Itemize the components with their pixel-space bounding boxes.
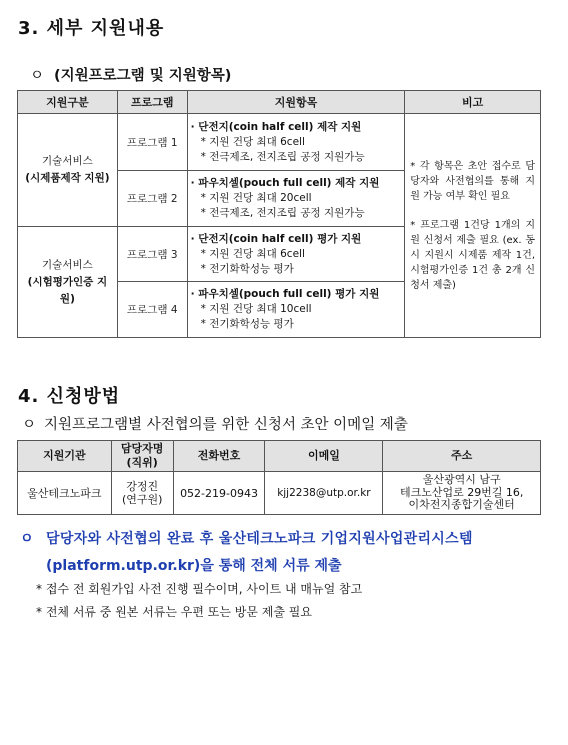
instruction-line-2[interactable]: (platform.utp.or.kr)을 통해 전체 서류 제출 bbox=[46, 558, 342, 574]
category-label: 기술서비스 bbox=[42, 258, 93, 271]
category-cell bbox=[18, 114, 118, 227]
item-title: · 단전지(coin half cell) 평가 지원 bbox=[190, 232, 362, 245]
item-line: * 지원 건당 최대 20cell bbox=[200, 192, 312, 204]
col-header-phone: 전화번호 bbox=[173, 441, 265, 472]
agency-cell: 울산테크노파크 bbox=[18, 472, 112, 515]
instruction-line-1: 담당자와 사전협의 완료 후 울산테크노파크 기업지원사업관리시스템 bbox=[46, 531, 473, 547]
col-header-agency: 지원기관 bbox=[18, 441, 112, 472]
item-line: * 전극제조, 전지조립 공정 지원가능 bbox=[200, 207, 365, 219]
address-cell: 울산광역시 남구 테크노산업로 29번길 16, 이차전지종합기술센터 bbox=[383, 472, 541, 515]
contact-cell: 강정진 (연구원) bbox=[111, 472, 173, 515]
category-sublabel: (시제품제작 지원) bbox=[25, 172, 110, 184]
category-sublabel: (시험평가인증 지원) bbox=[27, 275, 108, 305]
bullet-icon: ㅇ bbox=[20, 531, 34, 547]
col-header-address: 주소 bbox=[383, 441, 541, 472]
program-name: 프로그램 1 bbox=[117, 114, 187, 171]
item-line: * 전기화학성능 평가 bbox=[200, 262, 294, 275]
subtitle-text: 지원프로그램별 사전협의를 위한 신청서 초안 이메일 제출 bbox=[44, 417, 408, 433]
table-header-row bbox=[18, 91, 541, 114]
bullet-icon: ㅇ bbox=[22, 417, 37, 433]
item-line: * 전극제조, 전지조립 공정 지원가능 bbox=[200, 150, 365, 163]
submission-instruction bbox=[20, 526, 545, 580]
table-header-row bbox=[18, 441, 541, 472]
phone-cell: 052-219-0943 bbox=[173, 472, 265, 515]
remark-text: * 각 항목은 초안 접수로 담당자와 사전협의를 통해 지원 가능 여부 확인 필요 bbox=[410, 160, 535, 202]
item-line: * 지원 건당 최대 6cell bbox=[200, 135, 305, 148]
footnote: * 접수 전 회원가입 사전 진행 필수이며, 사이트 내 매뉴얼 참고 bbox=[36, 582, 363, 596]
contact-table bbox=[17, 440, 541, 515]
program-name: 프로그램 2 bbox=[117, 171, 187, 227]
item-title: · 파우치셀(pouch full cell) 제작 지원 bbox=[190, 177, 380, 189]
item-title: · 단전지(coin half cell) 제작 지원 bbox=[190, 120, 362, 133]
remark-text: * 프로그램 1건당 1개의 지원 신청서 제출 필요 (ex. 동시 지원시 시제품 제작 1건, 시험평가인증 1건 총 2개 신청서 제출) bbox=[410, 219, 535, 291]
table-row bbox=[18, 114, 541, 171]
items-cell bbox=[187, 282, 405, 338]
items-cell bbox=[187, 227, 405, 282]
support-items-table bbox=[17, 90, 541, 338]
category-cell bbox=[18, 227, 118, 338]
item-line: * 지원 건당 최대 10cell bbox=[200, 303, 312, 315]
item-title: · 파우치셀(pouch full cell) 평가 지원 bbox=[190, 288, 380, 300]
col-header-contact: 담당자명 (직위) bbox=[111, 441, 173, 472]
section-3-heading: 3. 세부 지원내용 bbox=[18, 18, 165, 39]
col-header-category: 지원구분 bbox=[18, 91, 118, 114]
item-line: * 지원 건당 최대 6cell bbox=[200, 247, 305, 260]
items-cell bbox=[187, 114, 405, 171]
col-header-remarks: 비고 bbox=[405, 91, 541, 114]
email-cell[interactable]: kjj2238@utp.or.kr bbox=[265, 472, 383, 515]
items-cell bbox=[187, 171, 405, 227]
col-header-email: 이메일 bbox=[265, 441, 383, 472]
section-4-heading: 4. 신청방법 bbox=[18, 386, 121, 407]
program-name: 프로그램 4 bbox=[117, 282, 187, 338]
footnote: * 전체 서류 중 원본 서류는 우편 또는 방문 제출 필요 bbox=[36, 605, 312, 619]
table-row bbox=[18, 472, 541, 515]
col-header-program: 프로그램 bbox=[117, 91, 187, 114]
item-line: * 전기화학성능 평가 bbox=[200, 318, 294, 330]
bullet-icon: ㅇ bbox=[30, 68, 45, 84]
program-name: 프로그램 3 bbox=[117, 227, 187, 282]
section-4-subtitle bbox=[22, 413, 408, 434]
section-3-subtitle bbox=[30, 64, 231, 85]
category-label: 기술서비스 bbox=[42, 155, 93, 167]
subtitle-text: (지원프로그램 및 지원항목) bbox=[54, 68, 232, 84]
remarks-cell bbox=[405, 114, 541, 338]
col-header-items: 지원항목 bbox=[187, 91, 405, 114]
